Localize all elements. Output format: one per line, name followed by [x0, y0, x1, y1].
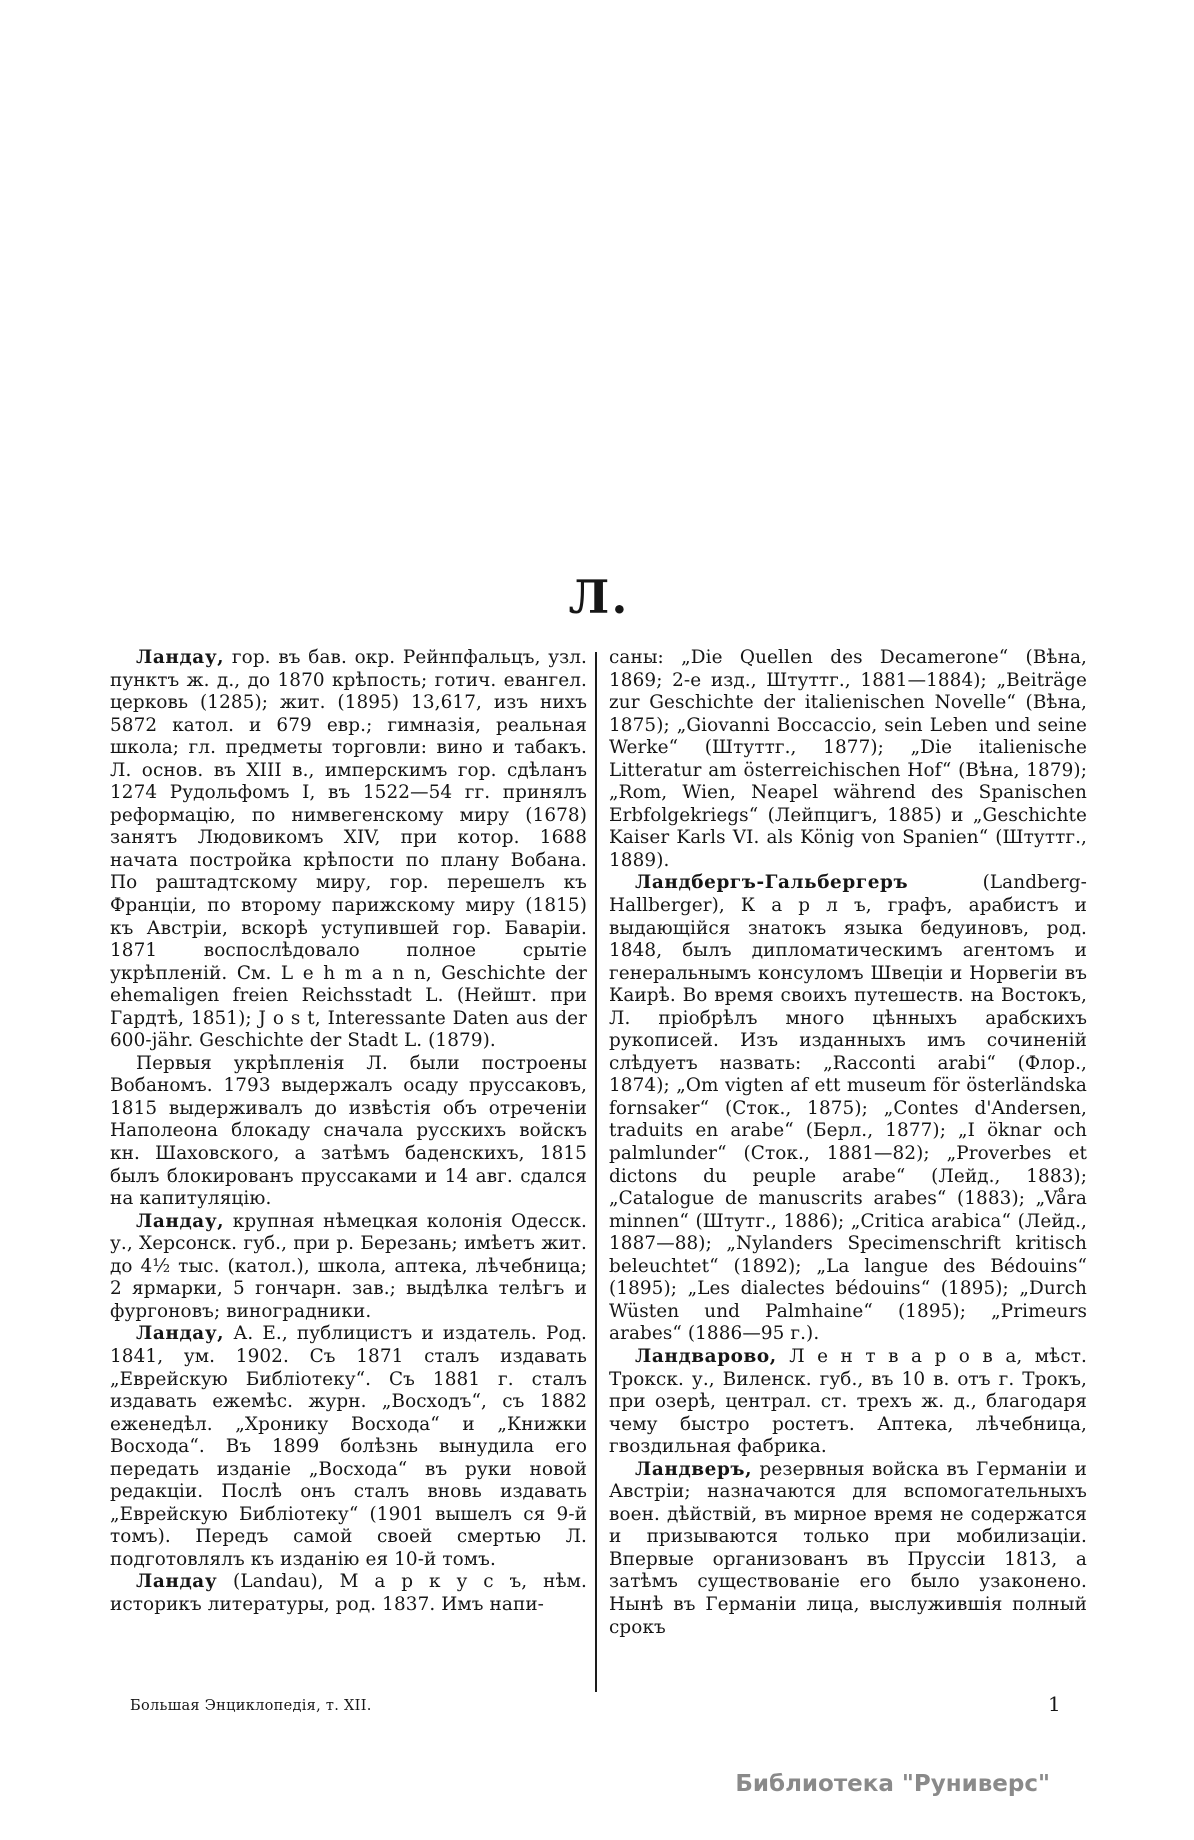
entry-paragraph: Ландбергъ-Гальбергеръ (Landberg-Hallberger), К а р л ъ, графъ, арабистъ и выдающійся знатокъ языка бедуиновъ, род. 1848, былъ дипломатическимъ агентомъ и генеральнымъ консуломъ Швеціи и Норвегіи въ Каирѣ. Во время своихъ путешеств. на Востокъ, Л. пріобрѣлъ много цѣнныхъ арабскихъ рукописей. Изъ изданныхъ имъ сочиненій слѣдуетъ назвать: „Racconti arabi“ (Флор., 1874); „Om vigten af ett museum för österländska fornsaker“ (Сток., 1875); „Contes d'Andersen, traduits en arabe“ (Берл., 1877); „I öknar och palmlunder“ (Сток., 1881—82); „Proverbes et dictons du peuple arabe“ (Лейд., 1883); „Catalogue de manuscrits arabes“ (1883); „Våra minnen“ (Штутг., 1886); „Critica arabica“ (Лейд., 1887—88); „Nylanders Specimenschrift kritisch beleuchtet“ (1892); „La langue des Bédouins“ (1895); „Les dialectes bédouins“ (1895); „Durch Wüsten und Palmhaine“ (1895); „Primeurs arabes“ (1886—95 г.). [609, 872, 1087, 1345]
entry-headword: Ландбергъ-Гальбергеръ [635, 872, 909, 894]
section-letter-heading: Л. [568, 570, 630, 624]
entry-headword: Ландау, [136, 1210, 225, 1232]
entry-paragraph: Ландау, А. Е., публицистъ и издатель. Род. 1841, ум. 1902. Съ 1871 сталъ издавать „Еврейскую Библіотеку“. Съ 1881 г. сталъ издавать ежемѣс. журн. „Восходъ“, съ 1882 еженедѣл. „Хронику Восхода“ и „Книжки Восхода“. Въ 1899 болѣзнь вынудила его передать изданіе „Восхода“ въ руки новой редакціи. Послѣ онъ сталъ вновь издавать „Еврейскую Библіотеку“ (1901 вышелъ ся 9-й томъ). Передъ самой своей смертью Л. подготовлялъ къ изданію ея 10-й томъ. [110, 1323, 587, 1570]
entry-headword: Ландау, [136, 647, 225, 668]
column-divider [595, 652, 597, 1692]
entry-paragraph: Ландау, крупная нѣмецкая колонія Одесск. у., Херсонск. губ., при р. Березань; имѣетъ жит. до 4½ тыс. (катол.), школа, аптека, лѣчебница; 2 ярмарки, 5 гончарн. зав.; выдѣлка телѣгъ и фургоновъ; виноградники. [110, 1210, 587, 1322]
entry-paragraph: Ландау (Landau), М а р к у с ъ, нѣм. историкъ литературы, род. 1837. Имъ напи- [110, 1571, 587, 1615]
entry-headword: Ландварово, [635, 1345, 777, 1367]
left-column [110, 647, 587, 1617]
entry-paragraph: Ландау, гор. въ бав. окр. Рейнпфальцъ, узл. пунктъ ж. д., до 1870 крѣпость; готич. евангел. церковь (1285); жит. (1895) 13,617, изъ нихъ 5872 катол. и 679 евр.; гимназія, реальная школа; гл. предметы торговли: вино и табакъ. Л. основ. въ XIII в., имперскимъ гор. сдѣланъ 1274 Рудольфомъ I, въ 1522—54 гг. принялъ реформацію, по нимвегенскому миру (1678) занятъ Людовикомъ XIV, при котор. 1688 начата постройка крѣпости по плану Вобана. По раштадтскому миру, гор. перешелъ къ Франціи, по второму парижскому миру (1815) къ Австріи, вскорѣ уступившей гор. Баваріи. 1871 воспослѣдовало полное срытіе укрѣпленій. См. L e h m a n n, Geschichte der ehemaligen freien Reichsstadt L. (Нейшт. при Гардтѣ, 1851); J o s t, Interessante Daten aus der 600-jähr. Geschichte der Stadt L. (1879). [110, 647, 587, 1052]
page-number: 1 [1048, 1692, 1061, 1716]
footer-edition-label: Большая Энциклопедія, т. XII. [130, 1698, 372, 1714]
entry-paragraph: Ландверъ, резервныя войска въ Германіи и Австріи; назначаются для вспомогательныхъ воен. дѣйствій, въ мирное время не содержатся и призываются только при мобилизаціи. Впервые организованъ въ Пруссіи 1813, а затѣмъ существованіе его было узаконено. Нынѣ въ Германіи лица, выслужившія полный срокъ [609, 1458, 1087, 1638]
entry-paragraph: саны: „Die Quellen des Decamerone“ (Вѣна, 1869; 2-е изд., Штуттг., 1881—1884); „Beiträge zur Geschichte der italienischen Novelle“ (Вѣна, 1875); „Giovanni Boccaccio, sein Leben und seine Werke“ (Штуттг., 1877); „Die italienische Litteratur am österreichischen Hof“ (Вѣна, 1879); „Rom, Wien, Neapel während des Spanischen Erbfolgekriegs“ (Лейпцигъ, 1885) и „Geschichte Kaiser Karls VI. als König von Spanien“ (Штуттг., 1889). [609, 647, 1087, 871]
entry-paragraph: Ландварово, Л е н т в а р о в а, мѣст. Трокск. у., Виленск. губ., въ 10 в. отъ г. Трокъ, при озерѣ, централ. ст. трехъ ж. д., благодаря чему быстро ростетъ. Аптека, лѣчебница, гвоздильная фабрика. [609, 1345, 1087, 1458]
entry-paragraph: Первыя укрѣпленія Л. были построены Вобаномъ. 1793 выдержалъ осаду пруссаковъ, 1815 выдерживалъ до извѣстія объ отреченіи Наполеона блокаду сначала русскихъ войскъ кн. Шаховского, а затѣмъ баденскихъ, 1815 былъ блокированъ пруссаками и 14 авг. сдался на капитуляцію. [110, 1052, 587, 1210]
right-column [609, 647, 1087, 1639]
entry-headword: Ландау [136, 1571, 218, 1593]
entry-headword: Ландверъ, [635, 1458, 753, 1480]
library-watermark: Библиотека "Руниверс" [735, 1771, 1050, 1797]
entry-headword: Ландау, [136, 1323, 225, 1345]
